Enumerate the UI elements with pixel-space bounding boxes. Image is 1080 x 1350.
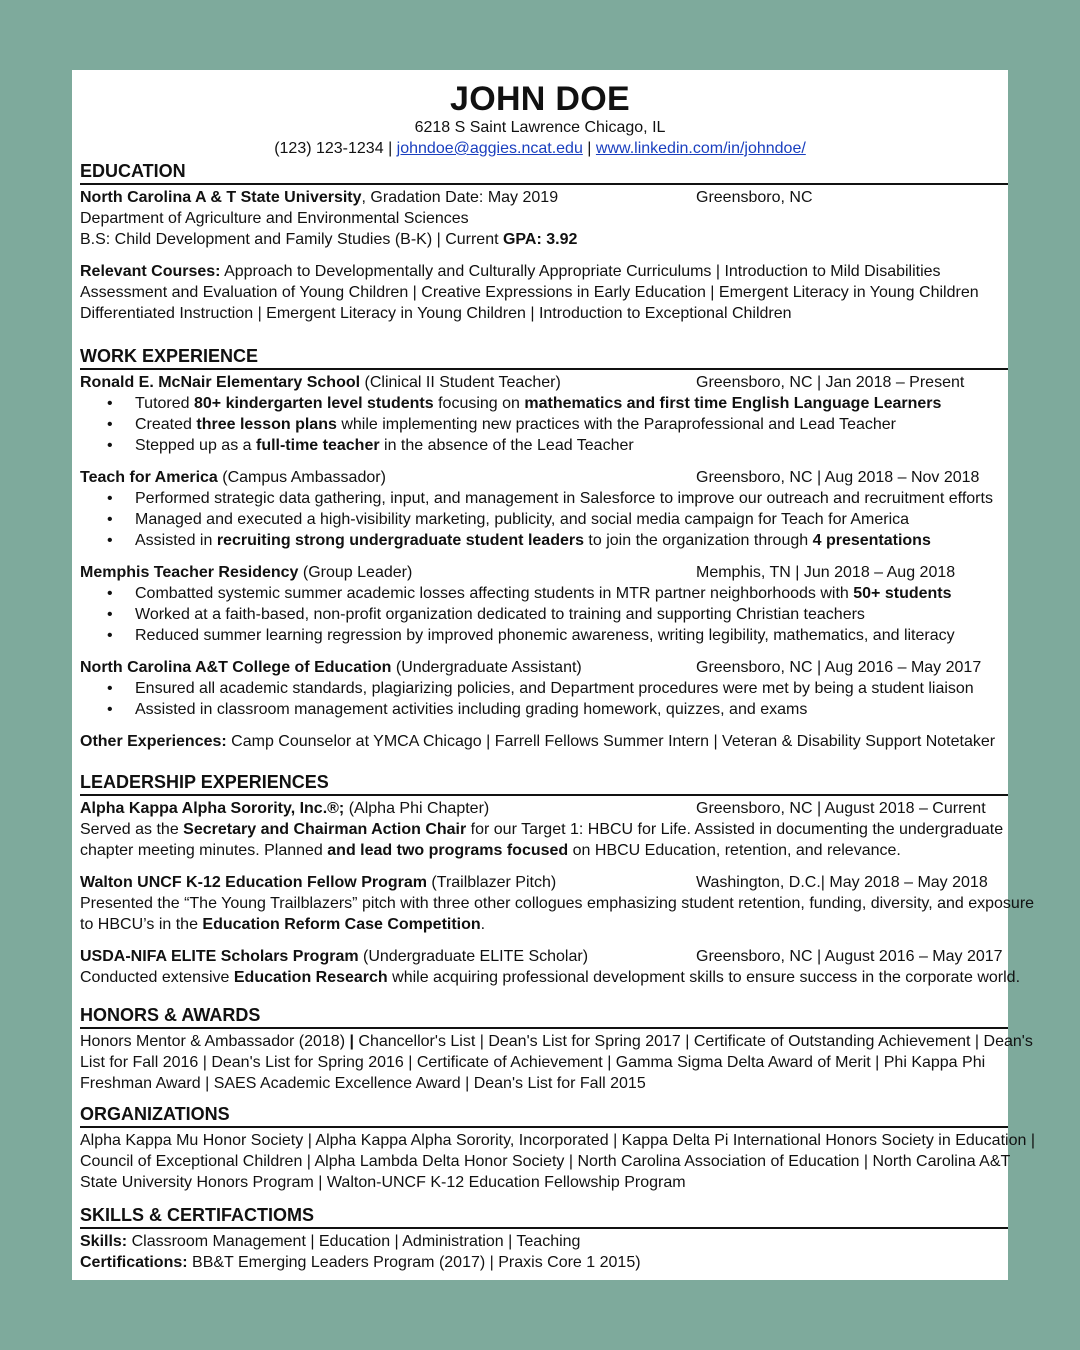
work-experience-heading: WORK EXPERIENCE	[80, 345, 1008, 370]
work-experience-section	[80, 345, 1008, 752]
other-experiences: Other Experiences: Camp Counselor at YMCA Chicago | Farrell Fellows Summer Intern | Veteran & Disability Support Notetaker	[80, 733, 996, 750]
list-item: • Created three lesson plans while implementing new practices with the Paraprofessional and Lead Teacher	[80, 414, 1008, 435]
courses-label: Relevant Courses:	[80, 263, 221, 280]
job-entry	[80, 467, 1008, 551]
job-meta: Memphis, TN | Jun 2018 – Aug 2018	[696, 564, 956, 581]
list-item: • Worked at a faith-based, non-profit organization dedicated to training and supporting Christian teachers	[80, 604, 1008, 625]
job-meta: Greensboro, NC | Aug 2018 – Nov 2018	[696, 469, 980, 486]
leadership-section	[80, 771, 1035, 988]
skills-section	[80, 1204, 1008, 1273]
leadership-heading: LEADERSHIP EXPERIENCES	[80, 771, 1008, 796]
contact-line: (123) 123-1234 | johndoe@aggies.ncat.edu | www.linkedin.com/in/johndoe/	[274, 140, 806, 157]
education-school-row	[80, 187, 1008, 208]
courses-line-3: Differentiated Instruction | Emergent Literacy in Young Children | Introduction to Exceptional Children	[80, 305, 792, 322]
graduation-date: , Gradation Date: May 2019	[361, 189, 559, 206]
job-org: Memphis Teacher Residency	[80, 564, 299, 581]
gpa: GPA: 3.92	[502, 231, 578, 248]
degree: B.S: Child Development and Family Studies (B-K) | Current	[80, 231, 503, 248]
linkedin-link[interactable]: www.linkedin.com/in/johndoe/	[595, 140, 806, 157]
degree-line	[80, 229, 1008, 250]
education-section	[80, 160, 1008, 324]
job-org: Teach for America	[80, 469, 218, 486]
leadership-entry: Alpha Kappa Alpha Sorority, Inc.®; (Alpha Phi Chapter) Greensboro, NC | August 2018 – Current Served as the Secretary and Chairman Action Chair for our Target 1: HBCU for Life. Assisted in documenting the undergraduate chapter meeting minutes. Planned and lead two programs focused on HBCU Education, retention, and relevance.	[80, 800, 1004, 859]
list-item: • Assisted in recruiting strong undergraduate student leaders to join the organization through 4 presentations	[80, 530, 1008, 551]
department: Department of Agriculture and Environmental Sciences	[80, 210, 469, 227]
job-entry	[80, 562, 1008, 646]
candidate-address: 6218 S Saint Lawrence Chicago, IL	[414, 119, 666, 136]
job-role: (Clinical II Student Teacher)	[360, 374, 561, 391]
courses-line-2: Assessment and Evaluation of Young Children | Creative Expressions in Early Education | Emergent Literacy in Young Children	[80, 284, 979, 301]
list-item: • Tutored 80+ kindergarten level students focusing on mathematics and first time English Language Learners	[80, 393, 1008, 414]
list-item: • Performed strategic data gathering, input, and management in Salesforce to improve our outreach and recruitment efforts	[80, 488, 1008, 509]
school-location: Greensboro, NC	[696, 189, 813, 206]
list-item: • Combatted systemic summer academic losses affecting students in MTR partner neighborhoods with 50+ students	[80, 583, 1008, 604]
organizations-heading: ORGANIZATIONS	[80, 1103, 1008, 1128]
skills-heading: SKILLS & CERTIFACTIOMS	[80, 1204, 1008, 1229]
honors-heading: HONORS & AWARDS	[80, 1004, 1008, 1029]
job-entry	[80, 657, 1008, 720]
email-link[interactable]: johndoe@aggies.ncat.edu	[396, 140, 583, 157]
honors-section: HONORS & AWARDS Honors Mentor & Ambassador (2018) | Chancellor's List | Dean's List for Spring 2017 | Certificate of Outstanding Achievement | Dean's List for Fall 2016 | Dean's List for Spring 2016 | Certificate of Achievement | Gamma Sigma Delta Award of Merit | Phi Kappa Phi Freshman Award | SAES Academic Excellence Award | Dean's List for Fall 2015	[80, 1005, 1033, 1092]
job-role: (Group Leader)	[298, 564, 413, 581]
job-meta: Greensboro, NC | Jan 2018 – Present	[696, 374, 965, 391]
leadership-entry: USDA-NIFA ELITE Scholars Program (Undergraduate ELITE Scholar) Greensboro, NC | August 2016 – May 2017 Conducted extensive Education Research while acquiring professional development skills to ensure success in the corporate world.	[80, 948, 1021, 986]
job-org: North Carolina A&T College of Education	[80, 659, 392, 676]
job-meta: Greensboro, NC | Aug 2016 – May 2017	[696, 659, 982, 676]
list-item: • Ensured all academic standards, plagiarizing policies, and Department procedures were met by being a student liaison	[80, 678, 1008, 699]
candidate-name: JOHN DOE	[450, 80, 630, 118]
courses-line-1: Relevant Courses: Approach to Developmentally and Culturally Appropriate Curriculums | Introduction to Mild Disabilities	[80, 263, 941, 280]
list-item: • Assisted in classroom management activities including grading homework, quizzes, and exams	[80, 699, 1008, 720]
job-org: Ronald E. McNair Elementary School	[80, 374, 361, 391]
certifications-line: Certifications: BB&T Emerging Leaders Program (2017) | Praxis Core 1 2015)	[80, 1254, 641, 1271]
other-experiences-label: Other Experiences:	[80, 733, 227, 750]
job-entry	[80, 372, 1008, 456]
leadership-entry: Walton UNCF K-12 Education Fellow Program (Trailblazer Pitch) Washington, D.C.| May 2018 – May 2018 Presented the “The Young Trailblazers” pitch with three other collogues emphasizing student retention, funding, diversity, and exposure to HBCU’s in the Education Reform Case Competition.	[80, 874, 1035, 933]
list-item: • Reduced summer learning regression by improved phonemic awareness, writing legibility, mathematics, and literacy	[80, 625, 1008, 646]
school-name: North Carolina A & T State University	[80, 189, 362, 206]
phone-number: (123) 123-1234	[274, 140, 384, 157]
skills-line: Skills: Classroom Management | Education | Administration | Teaching	[80, 1233, 581, 1250]
education-heading: EDUCATION	[80, 160, 1008, 185]
job-role: (Campus Ambassador)	[217, 469, 386, 486]
organizations-section: ORGANIZATIONS Alpha Kappa Mu Honor Society | Alpha Kappa Alpha Sorority, Incorporated | Kappa Delta Pi International Honors Society in Education | Council of Exceptional Children | Alpha Lambda Delta Honor Society | North Carolina Association of Education | North Carolina A&T State University Honors Program | Walton-UNCF K-12 Education Fellowship Program	[80, 1104, 1035, 1191]
resume-page	[72, 70, 1035, 1280]
list-item: • Stepped up as a full-time teacher in the absence of the Lead Teacher	[80, 435, 1008, 456]
list-item: • Managed and executed a high-visibility marketing, publicity, and social media campaign for Teach for America	[80, 509, 1008, 530]
job-role: (Undergraduate Assistant)	[391, 659, 582, 676]
